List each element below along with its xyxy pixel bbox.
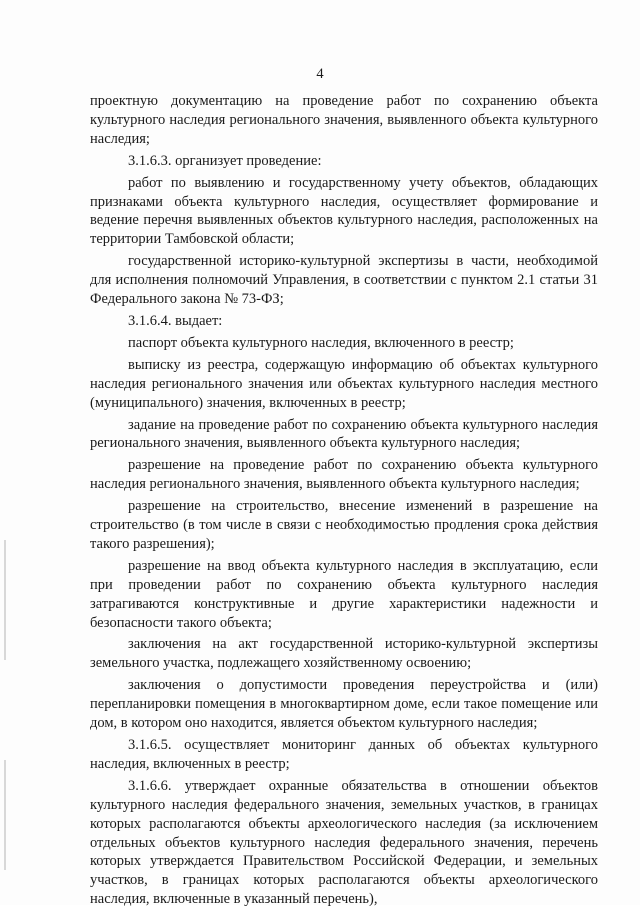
paragraph: разрешение на строительство, внесение изменений в разрешение на строительство (в том числе в связи с необходимостью продления срока действия такого разрешения); xyxy=(90,498,598,552)
paragraph: заключения на акт государственной историко-культурной экспертизы земельного участка, подлежащего хозяйственному освоению; xyxy=(90,636,598,672)
scan-margin-mark xyxy=(4,540,6,660)
paragraph: 3.1.6.5. осуществляет мониторинг данных об объектах культурного наследия, включенных в реестр; xyxy=(90,737,598,772)
document-body xyxy=(90,92,598,912)
paragraph: 3.1.6.4. выдает: xyxy=(128,312,223,329)
paragraph: заключения о допустимости проведения переустройства и (или) перепланировки помещения в многоквартирном доме, если такое помещение или дом, в котором оно находится, является объектом культурного наследия; xyxy=(90,677,598,732)
paragraph: 3.1.6.3. организует проведение: xyxy=(128,152,322,169)
paragraph: проектную документацию на проведение работ по сохранению объекта культурного наследия регионального значения, выявленного объекта культурного наследия; xyxy=(90,93,598,147)
paragraph: государственной историко-культурной экспертизы в части, необходимой для исполнения полномочий Управления, в соответствии с пунктом 2.1 статьи 31 Федерального закона № 73-ФЗ; xyxy=(90,253,598,308)
paragraph: 3.1.6.6. утверждает охранные обязательства в отношении объектов культурного наследия федерального значения, земельных участков, в границах которых располагаются объекты археологического наследия (за исключением отдельных объектов культурного наследия федерального значения, перечень которых утверждается Правительством Российской Федерации, и земельных участков, в границах которых располагаются объекты археологического наследия, включенные в указанный перечень), xyxy=(90,777,598,908)
scan-margin-mark xyxy=(4,760,6,870)
paragraph: разрешение на ввод объекта культурного наследия в эксплуатацию, если при проведении работ по сохранению объекта культурного наследия затрагиваются конструктивные и другие характеристики надежности и безопасности такого объекта; xyxy=(90,557,598,631)
paragraph: паспорт объекта культурного наследия, включенного в реестр; xyxy=(128,334,514,351)
paragraph: выписку из реестра, содержащую информацию об объектах культурного наследия регионального значения или объектах культурного наследия местного (муниципального) значения, включенных в реестр; xyxy=(90,356,598,411)
paragraph: работ по выявлению и государственному учету объектов, обладающих признаками объекта культурного наследия, осуществляет формирование и ведение перечня выявленных объектов культурного наследия, расположенных на территории Тамбовской области; xyxy=(90,174,598,248)
page-number: 4 xyxy=(316,66,324,82)
paragraph: разрешение на проведение работ по сохранению объекта культурного наследия регионального значения, выявленного объекта культурного наследия; xyxy=(90,457,598,493)
paragraph: задание на проведение работ по сохранению объекта культурного наследия регионального значения, выявленного объекта культурного наследия; xyxy=(90,416,598,452)
